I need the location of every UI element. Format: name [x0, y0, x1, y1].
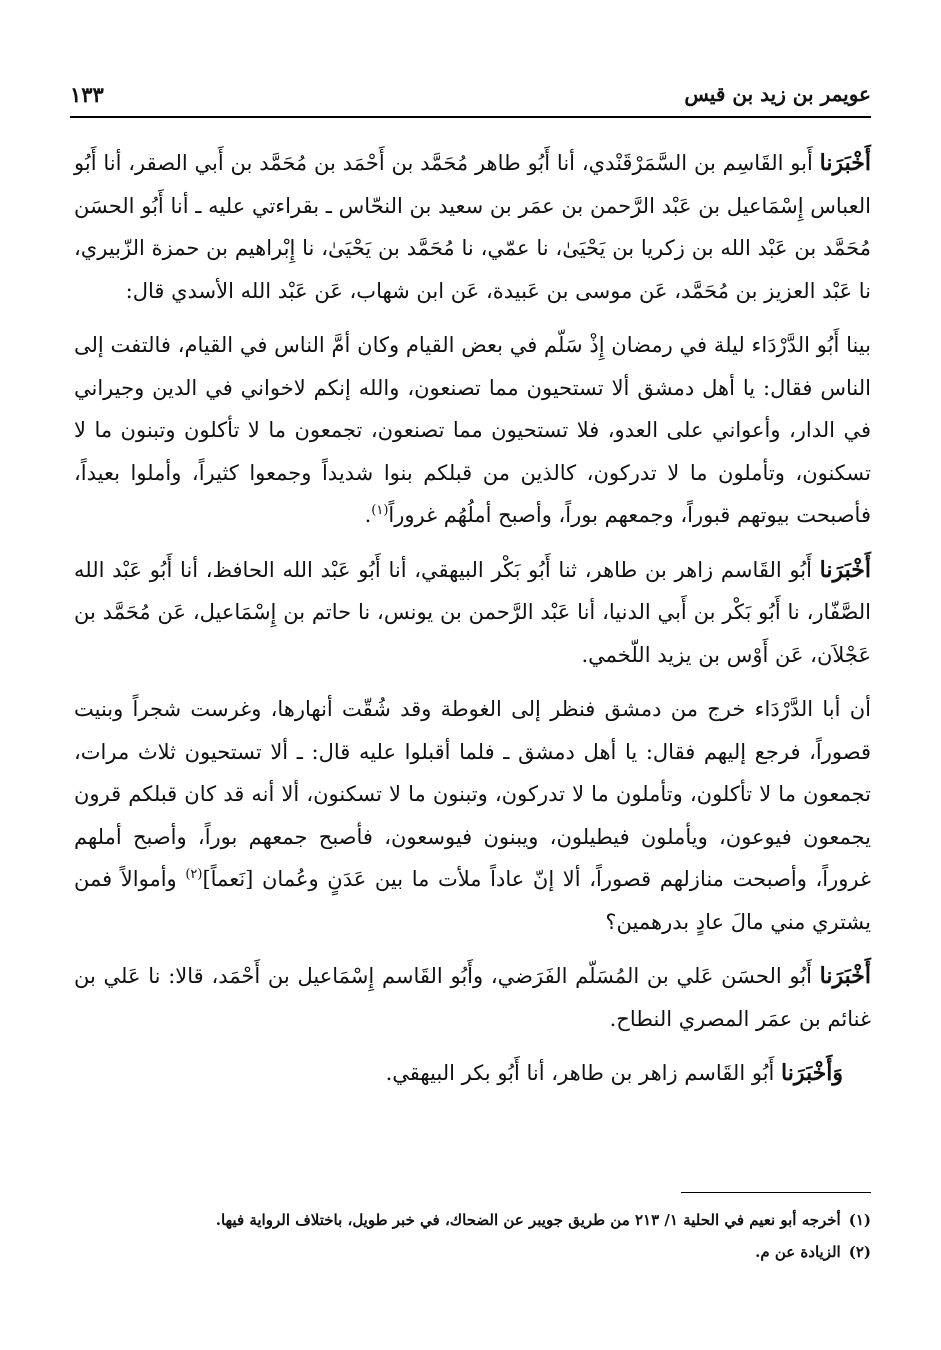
- page-header: [70, 82, 871, 118]
- main-text: [74, 142, 871, 1095]
- paragraph-text: أَبُو الحسَن عَلي بن المُسَلّم الفَرَضي، وأَبُو القَاسم إِسْمَاعيل بن أَحْمَد، قالا: نا عَلي بن غنائم بن عمَر المصري النطاح.: [74, 964, 871, 1031]
- footnote-2: [74, 1236, 871, 1268]
- paragraph-text: أَبُو القَاسم زاهر بن طاهر، أنا أَبُو بكر البيهقي.: [385, 1061, 782, 1085]
- footnote-ref: (١): [371, 503, 389, 518]
- paragraph-text: أَبُو القَاسم زاهر بن طاهر، ثنا أَبُو بَكْر البيهقي، أنا أَبُو عَبْد الله الحافظ، أنا أَبُو عَبْد الله الصَّفّار، نا أَبُو بَكْر بن أَبي الدنيا، أنا عَبْد الرَّحمن بن يونس، نا حاتم بن إِسْمَاعيل، عَن مُحَمَّد بن عَجْلاَن، عَن أَوْس بن يزيد اللّخمي.: [74, 557, 871, 667]
- narration-lead: أَخْبَرَنا: [819, 963, 871, 989]
- narration-lead: أَخْبَرَنا: [819, 556, 871, 583]
- narration-lead: أَخْبَرَنا: [819, 150, 871, 176]
- isnad-paragraph-2: [74, 549, 871, 677]
- isnad-paragraph-4: [74, 1052, 871, 1095]
- narration-paragraph-1: [74, 324, 871, 537]
- footnote-number: (١): [848, 1211, 871, 1229]
- running-title: عويمر بن زيد بن قيس: [684, 82, 871, 106]
- footnote-ref: (٢): [185, 867, 203, 882]
- page-number: ١٣٣: [70, 82, 104, 107]
- paragraph-text: أن أبا الدَّرْدَاء خرج من دمشق فنظر إلى الغوطة وقد شُقّت أنهارها، وغرست شجراً وبنيت قصوراً، فرجع إليهم فقال: يا أهل دمشق ـ فلما أقبلوا عليه قال: ـ ألا تستحيون ثلاث مرات، تجمعون ما لا تأكلون، وتأملون ما لا تدركون، وتبنون ما لا تسكنون، ألا أنه قد كان قبلكم قرون يجمعون فيوعون، ويأملون فيطيلون، ويبنون فيوسعون، فأصبح جمعهم بوراً، وأصبح أملهم غروراً، وأصبحت منازلهم قصوراً، ألا إنّ عاداً ملأت ما بين عَدَنٍ وعُمان [نَعماً]: [74, 697, 871, 891]
- narration-paragraph-2: [74, 688, 871, 943]
- footnote-text: أخرجه أبو نعيم في الحلية ١/ ٢١٣ من طريق جويبر عن الضحاك، في خبر طويل، باختلاف الرواية فيها.: [215, 1211, 841, 1229]
- footnote-1: [74, 1204, 871, 1236]
- paragraph-end: .: [364, 503, 372, 527]
- paragraph-text: بينا أَبُو الدَّرْدَاء ليلة في رمضان إِذْ سَلّم في بعض القيام وكان أمَّ الناس في القيام، فالتفت إلى الناس فقال: يا أهل دمشق ألا تستحيون مما تصنعون، والله إنكم لاخواني في الدين وجيراني في الدار، وأعواني على العدو، فلا تستحيون مما تصنعون، تجمعون ما لا تأكلون وتبنون ما لا تسكنون، وتأملون ما لا تدركون، كالذين من قبلكم بنوا شديداً وجمعوا كثيراً، وأملوا بعيداً، فأصبحت بيوتهم قبوراً، وجمعهم بوراً، وأصبح أملُهُم غروراً: [74, 333, 871, 527]
- footnote-rule: [681, 1192, 871, 1193]
- footnotes: [74, 1204, 871, 1268]
- paragraph-end: وأموالاً فمن يشتري مني مالَ عادٍ بدرهمين؟: [74, 867, 871, 934]
- footnote-number: (٢): [848, 1243, 871, 1261]
- isnad-paragraph-3: [74, 955, 871, 1040]
- narration-lead: وَأَخْبَرَنا: [781, 1060, 843, 1086]
- isnad-paragraph-1: [74, 142, 871, 312]
- paragraph-text: أَبو القَاسِم بن السَّمَرْقَنْدي، أنا أَبُو طاهر مُحَمَّد بن أَحْمَد بن مُحَمَّد بن أَبي الصقر، أنا أَبُو العباس إِسْمَاعيل بن عَبْد الرَّحمن بن عمَر بن سعيد بن النحّاس ـ بقراءتي عليه ـ أنا أَبُو الحسَن مُحَمَّد بن عَبْد الله بن زكريا بن يَحْيَىٰ، نا عمّي، نا مُحَمَّد بن يَحْيَىٰ، نا إِبْراهيم بن حمزة الزّبيري، نا عَبْد العزيز بن مُحَمَّد، عَن موسى بن عَبيدة، عَن ابن شهاب، عَن عَبْد الله الأسدي قال:: [74, 151, 871, 303]
- footnote-text: الزيادة عن م.: [755, 1243, 841, 1261]
